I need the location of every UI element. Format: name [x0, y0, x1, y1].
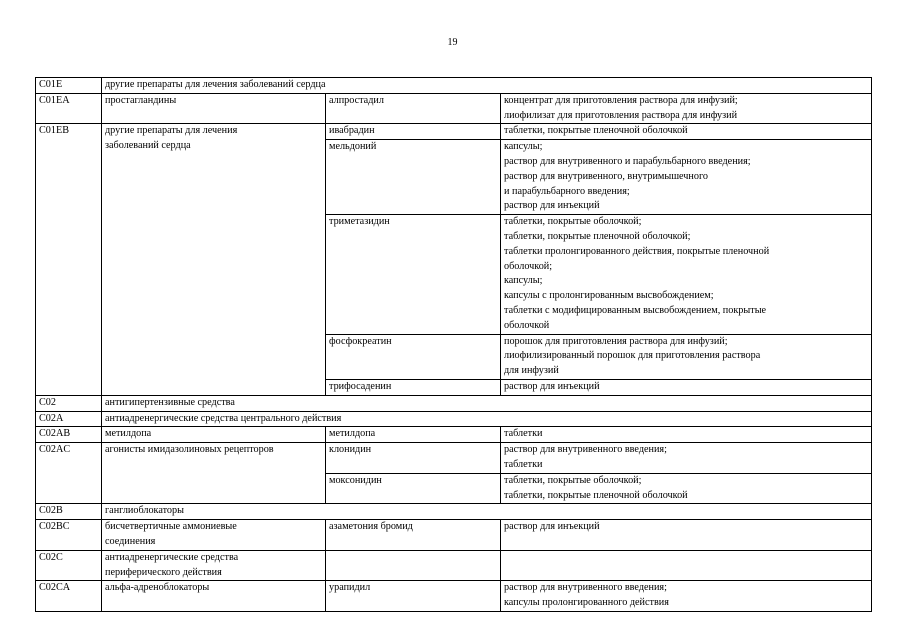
drug-name: мельдоний — [329, 141, 377, 153]
drug-name-cell — [326, 550, 501, 581]
dosage-form-line: лиофилизат для приготовления раствора для инфузий — [504, 109, 738, 121]
atc-code-cell — [36, 504, 102, 520]
atc-code: C02A — [39, 412, 64, 424]
group-name-cell — [102, 395, 872, 411]
group-name: ганглиоблокаторы — [105, 505, 184, 517]
group-name-line: другие препараты для лечения — [105, 125, 238, 137]
group-name-cell — [102, 443, 326, 504]
drug-name-cell — [326, 427, 501, 443]
drug-name: триметазидин — [329, 216, 390, 228]
dosage-form-line: оболочкой; — [504, 260, 553, 272]
dosage-form-line: лиофилизированный порошок для приготовления раствора — [504, 350, 761, 362]
dosage-form-cell — [501, 443, 872, 474]
dosage-form-line: капсулы; — [504, 275, 543, 287]
drug-name: азаметония бромид — [329, 521, 413, 533]
atc-code-cell — [36, 78, 102, 94]
group-name-cell — [102, 124, 326, 395]
atc-code: C01EA — [39, 94, 70, 106]
table-section-row — [36, 504, 872, 520]
drug-name: урапидил — [329, 582, 371, 594]
atc-code-cell — [36, 520, 102, 551]
dosage-form-line: капсулы пролонгированного действия — [504, 597, 669, 609]
dosage-form-cell — [501, 379, 872, 395]
atc-code-cell — [36, 550, 102, 581]
table-row — [36, 550, 872, 581]
dosage-form-line: таблетки пролонгированного действия, покрытые пленочной — [504, 245, 770, 257]
table-section-row — [36, 395, 872, 411]
dosage-form-cell — [501, 215, 872, 334]
dosage-form-line: концентрат для приготовления раствора для инфузий; — [504, 94, 738, 106]
drug-name-cell — [326, 520, 501, 551]
dosage-form-cell — [501, 520, 872, 551]
drug-name-cell — [326, 124, 501, 140]
dosage-form-line: раствор для инъекций — [504, 521, 600, 533]
group-name-cell — [102, 78, 872, 94]
dosage-form-line: раствор для инъекций — [504, 380, 600, 392]
dosage-form-cell — [501, 581, 872, 612]
dosage-form-line: для инфузий — [504, 365, 559, 377]
atc-code: C01E — [39, 79, 63, 90]
dosage-form-cell — [501, 427, 872, 443]
atc-code-cell — [36, 124, 102, 395]
group-name-cell — [102, 504, 872, 520]
table-row — [36, 443, 872, 474]
dosage-form-cell — [501, 334, 872, 379]
table-row — [36, 124, 872, 140]
drug-name: фосфокреатин — [329, 335, 392, 347]
table-section-row — [36, 411, 872, 427]
dosage-form-cell — [501, 124, 872, 140]
group-name-line: периферического действия — [105, 566, 222, 578]
group-name-line: антиадренергические средства — [105, 551, 239, 563]
dosage-form-line: раствор для инъекций — [504, 200, 600, 212]
atc-code-cell — [36, 395, 102, 411]
atc-code-cell — [36, 443, 102, 504]
group-name-cell — [102, 520, 326, 551]
dosage-form-line: раствор для внутривенного введения; — [504, 444, 667, 456]
atc-code: C02C — [39, 551, 63, 563]
drug-name: алпростадил — [329, 94, 384, 106]
drug-name-cell — [326, 140, 501, 215]
dosage-form-line: таблетки — [504, 458, 543, 470]
group-name-line: бисчетвертичные аммониевые — [105, 521, 237, 533]
group-name-cell — [102, 427, 326, 443]
table-body — [36, 78, 872, 612]
group-name-line: соединения — [105, 535, 156, 547]
atc-code-cell — [36, 427, 102, 443]
dosage-form-line: таблетки, покрытые пленочной оболочкой — [504, 489, 688, 501]
table-row — [36, 520, 872, 551]
drug-name-cell — [326, 379, 501, 395]
drug-name: ивабрадин — [329, 125, 375, 137]
dosage-form-line: капсулы; — [504, 141, 543, 153]
group-name: антиадренергические средства центрального действия — [105, 412, 342, 424]
dosage-form-line: раствор для внутривенного введения; — [504, 582, 667, 594]
dosage-form-line: раствор для внутривенного, внутримышечного — [504, 170, 708, 182]
page-number: 19 — [447, 37, 458, 48]
group-name: антигипертензивные средства — [105, 396, 235, 408]
drug-name-cell — [326, 334, 501, 379]
dosage-form-cell — [501, 140, 872, 215]
group-name-line: альфа-адреноблокаторы — [105, 582, 210, 594]
atc-code: C02B — [39, 505, 63, 517]
group-name-line: простагландины — [105, 94, 177, 106]
group-name-cell — [102, 93, 326, 124]
drug-name: трифосаденин — [329, 380, 392, 392]
dosage-form-cell — [501, 473, 872, 504]
atc-drug-table — [35, 77, 872, 612]
drug-name: моксонидин — [329, 474, 382, 486]
group-name-cell — [102, 411, 872, 427]
atc-code: C02CA — [39, 582, 71, 594]
table-section-row — [36, 78, 872, 94]
dosage-form-line: таблетки, покрытые оболочкой; — [504, 474, 642, 486]
drug-name: клонидин — [329, 444, 372, 456]
atc-code: C02AC — [39, 444, 71, 456]
dosage-form-line: и парабульбарного введения; — [504, 185, 630, 197]
atc-code: C02BC — [39, 521, 70, 533]
dosage-form-line: раствор для внутривенного и парабульбарного введения; — [504, 155, 751, 167]
dosage-form-line: таблетки, покрытые пленочной оболочкой — [504, 125, 688, 137]
group-name: другие препараты для лечения заболеваний сердца — [105, 79, 326, 90]
atc-code: C01EB — [39, 125, 70, 137]
dosage-form-cell — [501, 550, 872, 581]
atc-code-cell — [36, 411, 102, 427]
group-name-line: заболеваний сердца — [105, 140, 191, 152]
drug-name-cell — [326, 473, 501, 504]
dosage-form-line: оболочкой — [504, 319, 550, 331]
group-name-cell — [102, 550, 326, 581]
drug-name-cell — [326, 443, 501, 474]
dosage-form-line: таблетки, покрытые пленочной оболочкой; — [504, 230, 691, 242]
table-row — [36, 581, 872, 612]
dosage-form-line: таблетки, покрытые оболочкой; — [504, 216, 642, 228]
atc-code: C02AB — [39, 428, 71, 440]
group-name-cell — [102, 581, 326, 612]
dosage-form-line: таблетки — [504, 428, 543, 440]
table-row — [36, 427, 872, 443]
drug-name-cell — [326, 215, 501, 334]
dosage-form-line: капсулы с пролонгированным высвобождением; — [504, 290, 714, 302]
dosage-form-cell — [501, 93, 872, 124]
dosage-form-line: таблетки с модифицированным высвобождением, покрытые — [504, 304, 767, 316]
table-row — [36, 93, 872, 124]
drug-name-cell — [326, 581, 501, 612]
group-name-line: метилдопа — [105, 428, 152, 440]
drug-name-cell — [326, 93, 501, 124]
atc-code-cell — [36, 93, 102, 124]
group-name-line: агонисты имидазолиновых рецепторов — [105, 444, 274, 456]
atc-code-cell — [36, 581, 102, 612]
dosage-form-line: порошок для приготовления раствора для инфузий; — [504, 335, 728, 347]
atc-code: C02 — [39, 396, 56, 408]
drug-name: метилдопа — [329, 428, 376, 440]
